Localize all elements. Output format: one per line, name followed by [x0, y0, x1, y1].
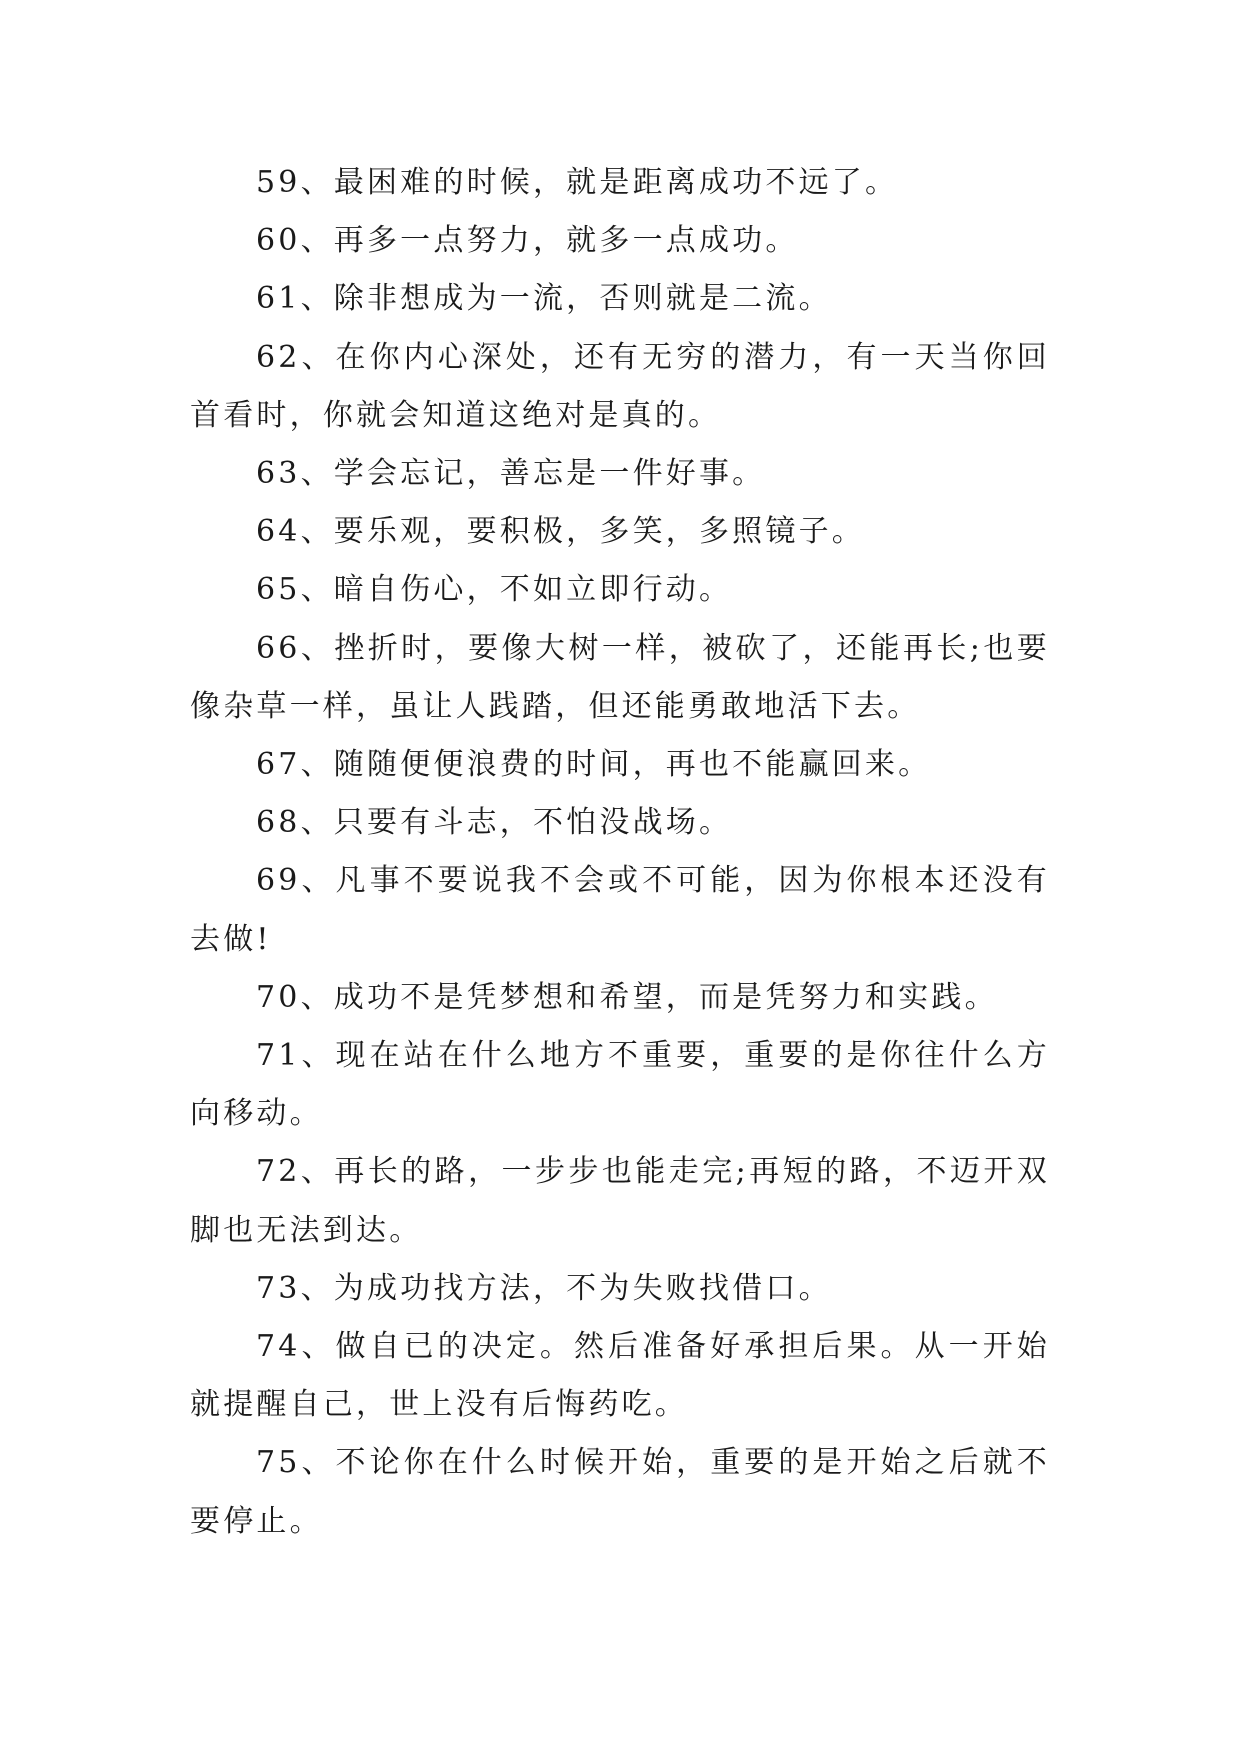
quote-item: 71、现在站在什么地方不重要，重要的是你往什么方向移动。	[190, 1038, 1050, 1132]
quote-item: 64、要乐观，要积极，多笑，多照镜子。	[256, 514, 865, 550]
quote-item: 72、再长的路，一步步也能走完;再短的路，不迈开双脚也无法到达。	[190, 1154, 1050, 1248]
quote-item: 61、除非想成为一流，否则就是二流。	[256, 281, 832, 317]
quote-item: 67、随随便便浪费的时间，再也不能赢回来。	[256, 747, 932, 783]
quote-item: 69、凡事不要说我不会或不可能，因为你根本还没有去做!	[190, 863, 1050, 957]
quote-item: 68、只要有斗志，不怕没战场。	[256, 805, 733, 841]
quote-item: 65、暗自伤心，不如立即行动。	[256, 572, 733, 608]
quote-item: 66、挫折时，要像大树一样，被砍了，还能再长;也要像杂草一样，虽让人践踏，但还能勇敢地活下去。	[190, 630, 1050, 724]
quote-item: 74、做自已的决定。然后准备好承担后果。从一开始就提醒自己，世上没有后悔药吃。	[190, 1329, 1050, 1423]
quote-item: 63、学会忘记，善忘是一件好事。	[256, 456, 766, 492]
quote-item: 59、最困难的时候，就是距离成功不远了。	[256, 165, 899, 200]
quote-item: 60、再多一点努力，就多一点成功。	[256, 223, 799, 259]
quote-item: 75、不论你在什么时候开始，重要的是开始之后就不要停止。	[190, 1445, 1050, 1539]
quote-list	[190, 154, 1050, 1551]
quote-item: 73、为成功找方法，不为失败找借口。	[256, 1270, 832, 1306]
quote-item: 70、成功不是凭梦想和希望，而是凭努力和实践。	[256, 979, 998, 1015]
quote-item: 62、在你内心深处，还有无穷的潜力，有一天当你回首看时，你就会知道这绝对是真的。	[190, 339, 1050, 433]
